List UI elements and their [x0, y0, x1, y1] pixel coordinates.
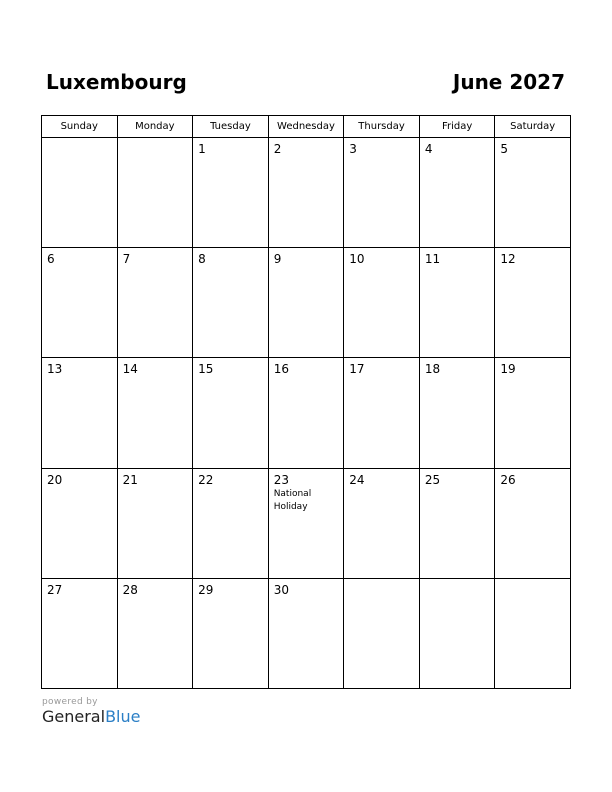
day-number: 2: [273, 142, 282, 156]
day-number: 18: [424, 362, 441, 377]
day-cell: [419, 578, 495, 688]
powered-by-text: powered by: [42, 697, 98, 707]
day-cell: [268, 248, 344, 358]
day-number: 15: [198, 362, 214, 377]
day-number: 3: [349, 142, 357, 156]
day-cell: [495, 358, 571, 468]
day-cell: [419, 468, 495, 578]
day-number: 24: [349, 472, 365, 487]
weekday-friday: Friday: [419, 116, 495, 138]
day-number: 17: [349, 362, 365, 377]
day-number: 29: [198, 582, 214, 597]
day-number: 10: [349, 252, 365, 267]
day-cell: [268, 578, 344, 688]
day-cell: [344, 468, 420, 578]
day-cell: [344, 358, 420, 468]
day-number: 20: [47, 472, 63, 487]
day-number: [42, 138, 117, 142]
day-number: 23: [273, 472, 289, 487]
day-cell: [419, 138, 495, 248]
day-cell: [42, 358, 118, 468]
day-number: 5: [500, 142, 509, 156]
day-number: 4: [424, 142, 433, 156]
day-cell: [193, 468, 269, 578]
week-row-4: [42, 468, 571, 578]
day-cell: [42, 578, 118, 688]
weekday-thursday: Thursday: [344, 116, 420, 138]
day-cell: [495, 248, 571, 358]
brand-general: General: [42, 707, 106, 726]
day-cell: [193, 138, 269, 248]
day-number: 8: [198, 252, 206, 267]
weekday-wednesday: Wednesday: [268, 116, 344, 138]
day-cell: [193, 578, 269, 688]
day-number: [495, 579, 570, 583]
day-cell: [344, 138, 420, 248]
day-cell: [42, 468, 118, 578]
day-number: 13: [47, 362, 63, 377]
holiday-label: National Holiday: [273, 488, 312, 512]
day-number: [118, 138, 193, 142]
day-cell: [117, 138, 193, 248]
day-number: 12: [500, 252, 516, 267]
day-cell: [344, 248, 420, 358]
day-number: 21: [122, 472, 138, 487]
week-row-2: [42, 248, 571, 358]
day-number: 9: [273, 252, 282, 267]
day-number: 25: [424, 472, 441, 487]
day-cell: [193, 358, 269, 468]
day-number: 1: [198, 142, 206, 156]
day-cell: [117, 578, 193, 688]
day-number: [344, 579, 419, 583]
day-number: 16: [273, 362, 289, 377]
day-cell: [495, 138, 571, 248]
day-number: 7: [122, 252, 131, 267]
day-cell: [117, 358, 193, 468]
calendar-grid: [41, 115, 571, 689]
day-number: 14: [122, 362, 138, 377]
day-number: 30: [273, 582, 289, 597]
day-cell: [42, 248, 118, 358]
week-row-1: [42, 138, 571, 248]
day-number: 27: [47, 582, 63, 597]
brand-blue: Blue: [105, 707, 141, 726]
weekday-header-row: [42, 116, 571, 138]
day-cell: [42, 138, 118, 248]
footer-branding: [42, 697, 140, 726]
generalblue-logo: [42, 707, 140, 726]
day-cell: [419, 248, 495, 358]
day-number: 28: [122, 582, 138, 597]
weekday-tuesday: Tuesday: [193, 116, 269, 138]
day-cell: [193, 248, 269, 358]
day-number: 11: [424, 252, 441, 267]
weekday-sunday: Sunday: [42, 116, 118, 138]
day-cell: [117, 248, 193, 358]
month-year-title: June 2027: [452, 70, 565, 94]
day-number: 19: [500, 362, 516, 377]
weekday-monday: Monday: [117, 116, 193, 138]
day-number: [420, 579, 495, 583]
week-row-3: [42, 358, 571, 468]
week-row-5: [42, 578, 571, 688]
day-cell: [495, 468, 571, 578]
day-cell: [268, 358, 344, 468]
day-cell: [495, 578, 571, 688]
day-cell: [268, 138, 344, 248]
country-title: Luxembourg: [46, 70, 187, 94]
day-cell: [268, 468, 344, 578]
day-number: 6: [47, 252, 55, 267]
day-cell: [419, 358, 495, 468]
day-number: 22: [198, 472, 214, 487]
day-cell: [117, 468, 193, 578]
weekday-saturday: Saturday: [495, 116, 571, 138]
day-number: 26: [500, 472, 516, 487]
day-cell: [344, 578, 420, 688]
